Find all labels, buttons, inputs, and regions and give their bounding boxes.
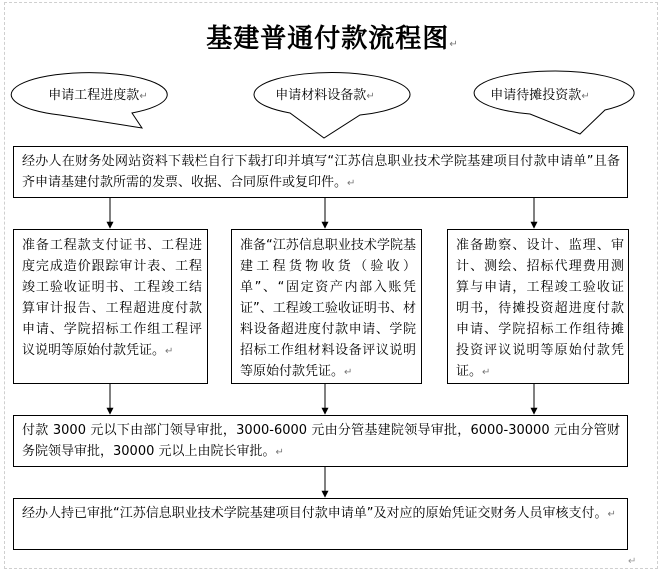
bubble-2-paragraph-mark: ↵	[366, 91, 375, 102]
step1-paragraph-mark: ↵	[347, 178, 356, 189]
bubble-label-2	[247, 84, 403, 103]
bubble-label-3	[460, 84, 620, 103]
bubble-label-1-text: 申请工程进度款	[48, 88, 140, 103]
step3-text	[22, 420, 620, 463]
bubble-shape-2	[254, 72, 410, 138]
bubble-label-3-text: 申请待摊投资款	[490, 88, 582, 103]
column-text-3-content: 准备勘察、设计、监理、审计、测绘、招标代理费用测算与申请，工程竣工验收证明书，待摊投资超进度付款申请、学院招标工作组待摊投资评议说明等原始付款凭证。	[456, 238, 624, 379]
bubble-label-2-text: 申请材料设备款	[275, 88, 367, 103]
column-text-2	[240, 235, 416, 383]
step1-text-content: 经办人在财务处网站资料下载栏自行下载打印并填写“江苏信息职业技术学院基建项目付款申请单”且备齐申请基建付款所需的发票、收据、合同原件或复印件。	[22, 154, 620, 190]
step1-text	[22, 151, 620, 194]
column-1-paragraph-mark: ↵	[165, 346, 174, 357]
bubble-1-paragraph-mark: ↵	[139, 91, 148, 102]
column-text-1-content: 准备工程款支付证书、工程进度完成造价跟踪审计表、工程竣工验收证明书、工程竣工结算审计报告、工程超进度付款申请、学院招标工作组工程评议说明等原始付款凭证。	[22, 238, 202, 358]
step3-paragraph-mark: ↵	[275, 447, 284, 458]
bubble-3-paragraph-mark: ↵	[581, 91, 590, 102]
diagram-title-text: 基建普通付款流程图	[206, 24, 450, 54]
step3-text-content: 付款 3000 元以下由部门领导审批，3000-6000 元由分管基建院领导审批，6000-30000 元由分管财务院领导审批，30000 元以上由院长审批。	[22, 423, 620, 459]
step4-text	[22, 503, 620, 525]
step4-text-content: 经办人持已审批“江苏信息职业技术学院基建项目付款申请单”及对应的原始凭证交财务人员审核支付。	[22, 506, 608, 521]
title-paragraph-mark: ↵	[449, 39, 459, 50]
column-2-paragraph-mark: ↵	[344, 367, 353, 378]
column-text-2-content: 准备“江苏信息职业技术学院基建工程货物收货（验收）单”、“固定资产内部入账凭证”、工程竣工验收证明书、材料设备超进度付款申请、学院招标工作组材料设备评议说明等原始付款凭证。	[240, 238, 416, 379]
column-text-3	[456, 235, 624, 383]
paragraph-mark-corner: ↵	[628, 556, 637, 567]
column-3-paragraph-mark: ↵	[482, 367, 491, 378]
step4-paragraph-mark: ↵	[607, 509, 616, 520]
bubble-label-1	[20, 84, 176, 103]
column-text-1	[22, 235, 202, 362]
